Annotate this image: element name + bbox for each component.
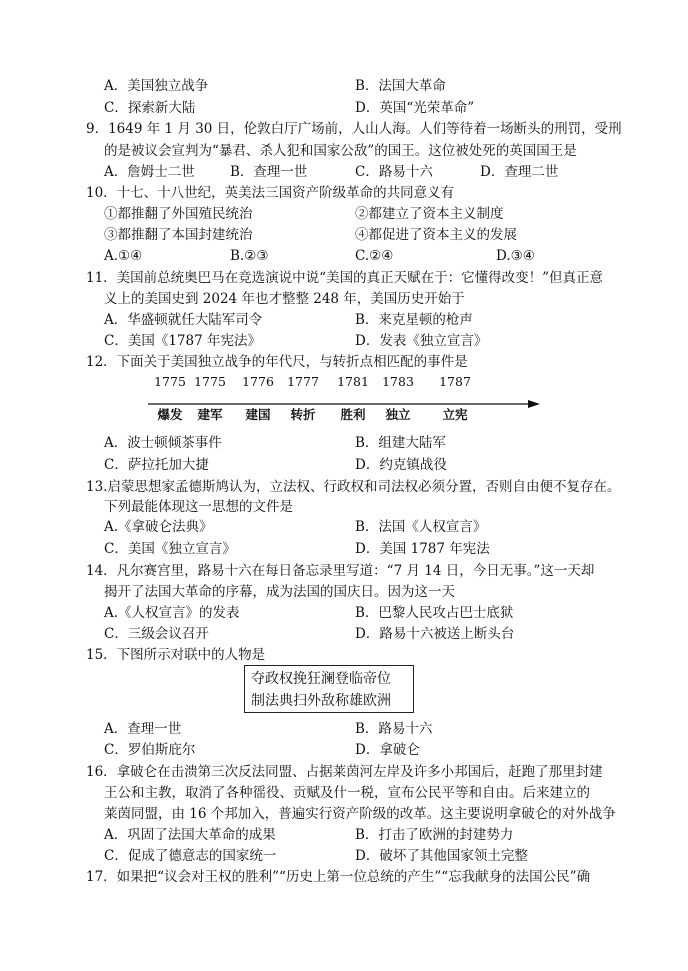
timeline-event: 立宪 — [442, 407, 468, 422]
q9-stem-line1: 9．1649 年 1 月 30 日，伦敦白厅广场前，人山人海。人们等待着一场断头的刑罚，受刑 — [86, 121, 622, 137]
q9-option-a: A．詹姆士二世 — [104, 164, 195, 180]
q10-option-c: C.②④ — [355, 248, 394, 264]
q14-stem-line1: 14．凡尔赛宫里，路易十六在每日备忘录里写道：“7 月 14 日，今日无事。”这一天却 — [86, 563, 595, 579]
timeline-year: 1781 — [337, 374, 369, 389]
q16-option-c: C．促成了德意志的国家统一 — [104, 848, 277, 864]
q10-item-1: ①都推翻了外国殖民统治 — [104, 206, 253, 222]
q15-couplet-box — [244, 665, 414, 713]
q9-option-b: B．查理一世 — [230, 164, 308, 180]
q14-option-c: C．三级会议召开 — [104, 626, 209, 642]
q14-stem-line2: 揭开了法国大革命的序幕，成为法国的国庆日。因为这一天 — [104, 584, 455, 600]
q13-option-a: A.《拿破仑法典》 — [104, 519, 213, 535]
q16-option-b: B．打击了欧洲的封建势力 — [355, 827, 514, 843]
timeline-year: 1775 — [194, 374, 226, 389]
timeline-event: 爆发 — [157, 407, 183, 422]
q16-option-d: D．破坏了其他国家领土完整 — [355, 848, 528, 864]
timeline-event: 建军 — [197, 407, 223, 422]
q16-stem-line3: 莱茵同盟，由 16 个邦加入，普遍实行资产阶级的改革。这主要说明拿破仑的对外战争 — [104, 806, 616, 822]
q10-option-a: A.①④ — [104, 248, 143, 264]
timeline-year: 1777 — [287, 374, 319, 389]
q10-item-2: ②都建立了资本主义制度 — [355, 206, 504, 222]
timeline-event: 胜利 — [340, 407, 366, 422]
q11-stem-line1: 11．美国前总统奥巴马在竞选演说中说“美国的真正天赋在于：它懂得改变！”但真正意 — [86, 270, 603, 286]
q13-option-c: C．美国《独立宣言》 — [104, 541, 236, 557]
timeline-event: 独立 — [385, 407, 411, 422]
q14-option-b: B．巴黎人民攻占巴士底狱 — [355, 605, 514, 621]
q10-item-4: ④都促进了资本主义的发展 — [355, 227, 517, 243]
q10-item-3: ③都推翻了本国封建统治 — [104, 227, 253, 243]
q12-option-b: B．组建大陆军 — [355, 435, 446, 451]
timeline-year: 1787 — [439, 374, 471, 389]
timeline-event: 建国 — [245, 407, 271, 422]
q12-option-d: D．约克镇战役 — [355, 457, 447, 473]
q13-option-d: D．美国 1787 年宪法 — [355, 541, 490, 557]
q11-option-a: A．华盛顿就任大陆军司令 — [104, 312, 263, 328]
q8-option-d: D．英国“光荣革命” — [355, 100, 475, 116]
q13-option-b: B．法国《人权宣言》 — [355, 519, 487, 535]
couplet-line-1: 夺政权挽狂澜登临帝位 — [251, 671, 391, 687]
q17-stem-line1: 17．如果把“议会对王权的胜利”“历史上第一位总统的产生”“忘我献身的法国公民”确 — [86, 869, 591, 885]
timeline-year: 1775 — [154, 374, 186, 389]
q15-option-b: B．路易十六 — [355, 721, 433, 737]
q10-stem: 10．十七、十八世纪，英美法三国资产阶级革命的共同意义有 — [86, 185, 455, 201]
q10-option-b: B.②③ — [230, 248, 269, 264]
timeline-year: 1776 — [242, 374, 274, 389]
q12-timeline — [148, 374, 548, 424]
q13-stem-line1: 13.启蒙思想家孟德斯鸠认为，立法权、行政权和司法权必须分置，否则自由便不复存在。 — [86, 479, 621, 495]
q12-stem: 12．下面关于美国独立战争的年代尺，与转折点相匹配的事件是 — [86, 354, 468, 370]
q16-option-a: A．巩固了法国大革命的成果 — [104, 827, 276, 843]
q8-option-c: C．探索新大陆 — [104, 100, 196, 116]
q16-stem-line1: 16．拿破仑在击溃第三次反法同盟、占据莱茵河左岸及许多小邦国后，赶跑了那里封建 — [86, 764, 603, 780]
q16-stem-line2: 王公和主教，取消了各种徭役、贡赋及什一税，宣布公民平等和自由。后来建立的 — [104, 785, 590, 801]
q15-option-c: C．罗伯斯庇尔 — [104, 742, 196, 758]
q11-option-c: C．美国《1787 年宪法》 — [104, 333, 261, 349]
q14-option-a: A.《人权宣言》的发表 — [104, 605, 240, 621]
q14-option-d: D．路易十六被送上断头台 — [355, 626, 515, 642]
q10-option-d: D.③④ — [496, 248, 535, 264]
q8-option-b: B．法国大革命 — [355, 78, 446, 94]
q15-stem: 15．下图所示对联中的人物是 — [86, 647, 266, 663]
q9-option-c: C．路易十六 — [355, 164, 433, 180]
q8-option-a: A．美国独立战争 — [104, 78, 209, 94]
q15-option-a: A．查理一世 — [104, 721, 182, 737]
q11-stem-line2: 义上的美国史到 2024 年也才整整 248 年，美国历史开始于 — [104, 291, 465, 307]
timeline-event: 转折 — [290, 407, 316, 422]
couplet-line-2: 制法典扫外敌称雄欧洲 — [251, 693, 391, 709]
timeline-year: 1783 — [382, 374, 414, 389]
q15-option-d: D．拿破仑 — [355, 742, 420, 758]
q9-stem-line2: 的是被议会宣判为“暴君、杀人犯和国家公敌”的国王。这位被处死的英国国王是 — [104, 143, 577, 159]
q13-stem-line2: 下列最能体现这一思想的文件是 — [104, 499, 293, 515]
q12-option-a: A．波士顿倾茶事件 — [104, 435, 222, 451]
q9-option-d: D．查理二世 — [480, 164, 559, 180]
q11-option-b: B．来克星顿的枪声 — [355, 312, 473, 328]
q12-option-c: C．萨拉托加大捷 — [104, 457, 209, 473]
q11-option-d: D．发表《独立宣言》 — [355, 333, 488, 349]
